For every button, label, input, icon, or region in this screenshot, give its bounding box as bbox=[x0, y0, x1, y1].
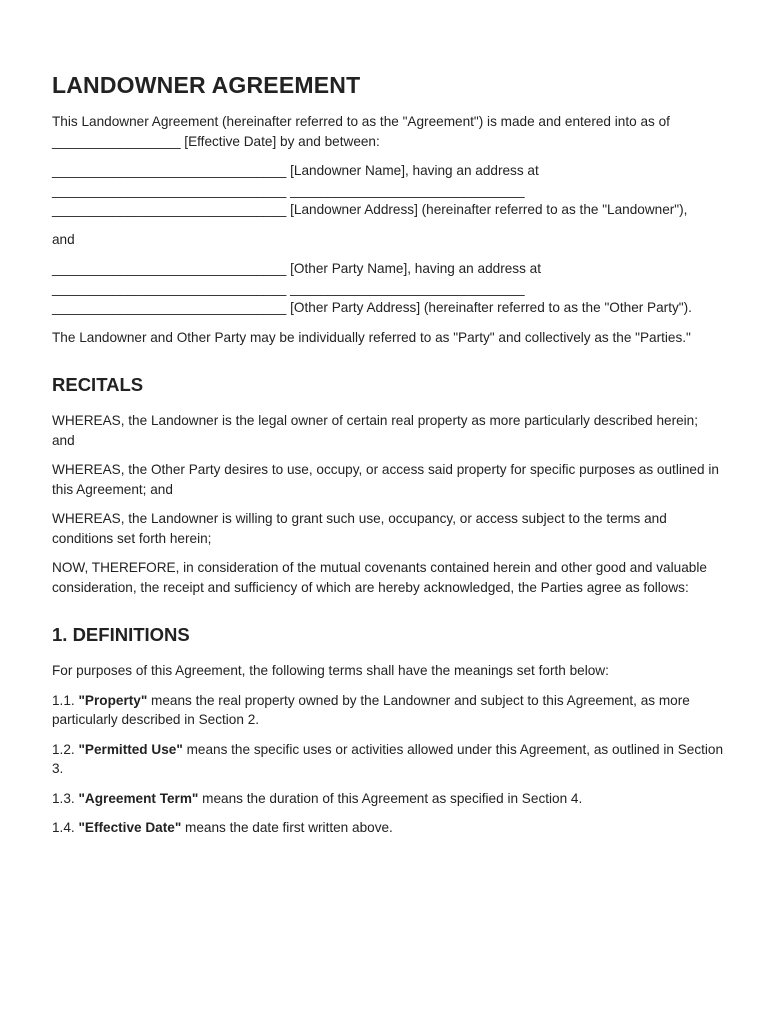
landowner-address-line-2: _______________________________ [Landowner Address] (hereinafter referred to as the "Landowner"), bbox=[52, 202, 688, 217]
definitions-intro: For purposes of this Agreement, the following terms shall have the meanings set forth below: bbox=[52, 663, 609, 678]
landowner-address-line: _______________________________ _______________________________ bbox=[52, 182, 525, 198]
definition-term: "Permitted Use" bbox=[78, 741, 183, 757]
document-page bbox=[52, 70, 724, 848]
document-title: LANDOWNER AGREEMENT bbox=[52, 72, 361, 98]
intro-paragraph: This Landowner Agreement (hereinafter referred to as the "Agreement") is made and entered into as of _________________ [Effective Date] by and between: bbox=[52, 114, 670, 149]
definition-term: "Effective Date" bbox=[78, 820, 182, 835]
landowner-name-line: _______________________________ [Landowner Name], having an address at bbox=[52, 163, 539, 178]
definition-text: means the real property owned by the Landowner and subject to this Agreement, as more particularly described in Section 2. bbox=[52, 692, 690, 727]
recital-paragraph: NOW, THEREFORE, in consideration of the mutual covenants contained herein and other good and valuable consideration, the receipt and sufficiency of which are hereby acknowledged, the Parties agree as follows: bbox=[52, 560, 707, 595]
definition-number: 1.4. bbox=[52, 820, 75, 835]
definition-item bbox=[52, 740, 724, 779]
other-party-address-line: _______________________________ _______________________________ bbox=[52, 280, 525, 296]
definition-item bbox=[52, 818, 724, 838]
definition-text: means the date first written above. bbox=[185, 820, 393, 835]
recital-paragraph: WHEREAS, the Other Party desires to use, occupy, or access said property for specific purposes as outlined in this Agreement; and bbox=[52, 462, 719, 497]
definition-number: 1.2. bbox=[52, 741, 75, 757]
definitions-heading: 1. DEFINITIONS bbox=[52, 624, 190, 645]
recital-paragraph: WHEREAS, the Landowner is the legal owner of certain real property as more particularly described herein; and bbox=[52, 413, 699, 448]
definition-item bbox=[52, 691, 724, 730]
definition-term: "Property" bbox=[78, 692, 148, 708]
parties-paragraph: The Landowner and Other Party may be individually referred to as "Party" and collectively as the "Parties." bbox=[52, 329, 691, 345]
other-party-address-line-2: _______________________________ [Other Party Address] (hereinafter referred to as the "Other Party"). bbox=[52, 300, 692, 315]
definition-term: "Agreement Term" bbox=[78, 790, 199, 806]
definition-text: means the duration of this Agreement as specified in Section 4. bbox=[202, 790, 583, 806]
definition-number: 1.1. bbox=[52, 692, 75, 708]
and-connector: and bbox=[52, 231, 75, 247]
definition-text: means the specific uses or activities allowed under this Agreement, as outlined in Section 3. bbox=[52, 741, 724, 776]
definition-item bbox=[52, 789, 724, 809]
other-party-name-line: _______________________________ [Other Party Name], having an address at bbox=[52, 261, 541, 276]
recital-paragraph: WHEREAS, the Landowner is willing to grant such use, occupancy, or access subject to the terms and conditions set forth herein; bbox=[52, 511, 667, 546]
recitals-heading: RECITALS bbox=[52, 374, 144, 395]
definition-number: 1.3. bbox=[52, 790, 75, 806]
